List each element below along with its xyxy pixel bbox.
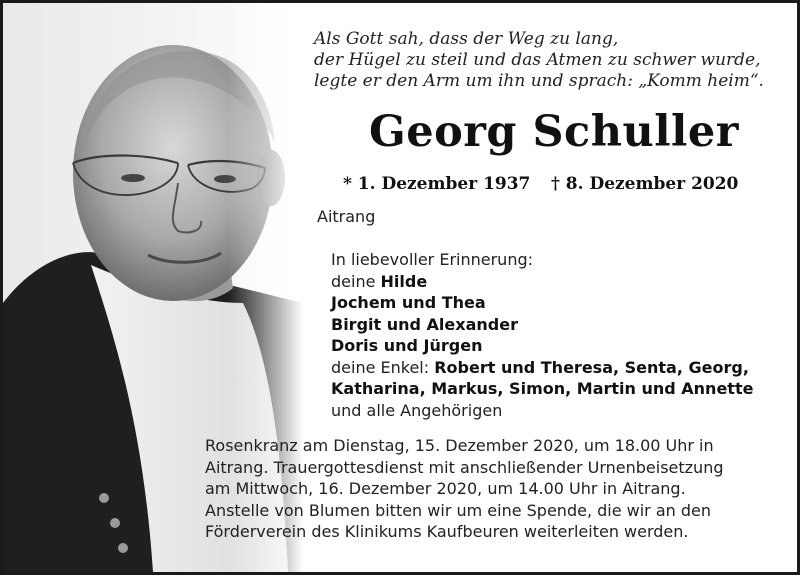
- mourners-list: [331, 249, 791, 421]
- poem-line: legte er den Arm um ihn und sprach: „Komm heim“.: [314, 71, 764, 91]
- child-line: Birgit und Alexander: [331, 314, 518, 334]
- child-line: Doris und Jürgen: [331, 336, 483, 355]
- birth-date: * 1. Dezember 1937: [343, 174, 531, 194]
- grandchildren-names: Robert und Theresa, Senta, Georg,: [434, 357, 749, 377]
- grandchildren-prefix: deine Enkel:: [331, 357, 435, 377]
- grandchildren-line: [331, 357, 791, 379]
- wife-name: Hilde: [380, 271, 428, 291]
- memory-intro: In liebevoller Erinnerung:: [331, 250, 533, 269]
- wife-prefix: deine: [331, 271, 381, 291]
- death-date: † 8. Dezember 2020: [551, 174, 739, 194]
- service-information: [205, 435, 790, 543]
- service-line: am Mittwoch, 16. Dezember 2020, um 14.00 Uhr in Aitrang.: [205, 479, 686, 498]
- service-line: Anstelle von Blumen bitten wir um eine Spende, die wir an den: [205, 500, 712, 520]
- service-line: Rosenkranz am Dienstag, 15. Dezember 2020, um 18.00 Uhr in: [205, 436, 714, 455]
- deceased-name: Georg Schuller: [369, 107, 739, 157]
- child-line: Jochem und Thea: [331, 293, 486, 312]
- service-line: Förderverein des Klinikums Kaufbeuren weiterleiten werden.: [205, 522, 689, 541]
- poem-line: der Hügel zu steil und das Atmen zu schwer wurde,: [314, 50, 761, 70]
- grandchildren-names-continued: Katharina, Markus, Simon, Martin und Annette: [331, 379, 754, 398]
- place-of-residence: Aitrang: [317, 207, 376, 226]
- poem-line: Als Gott sah, dass der Weg zu lang,: [314, 29, 619, 49]
- wife-line: [331, 271, 791, 293]
- relatives-line: und alle Angehörigen: [331, 400, 503, 420]
- poem: [314, 29, 774, 92]
- service-line: Aitrang. Trauergottesdienst mit anschließender Urnenbeisetzung: [205, 457, 724, 477]
